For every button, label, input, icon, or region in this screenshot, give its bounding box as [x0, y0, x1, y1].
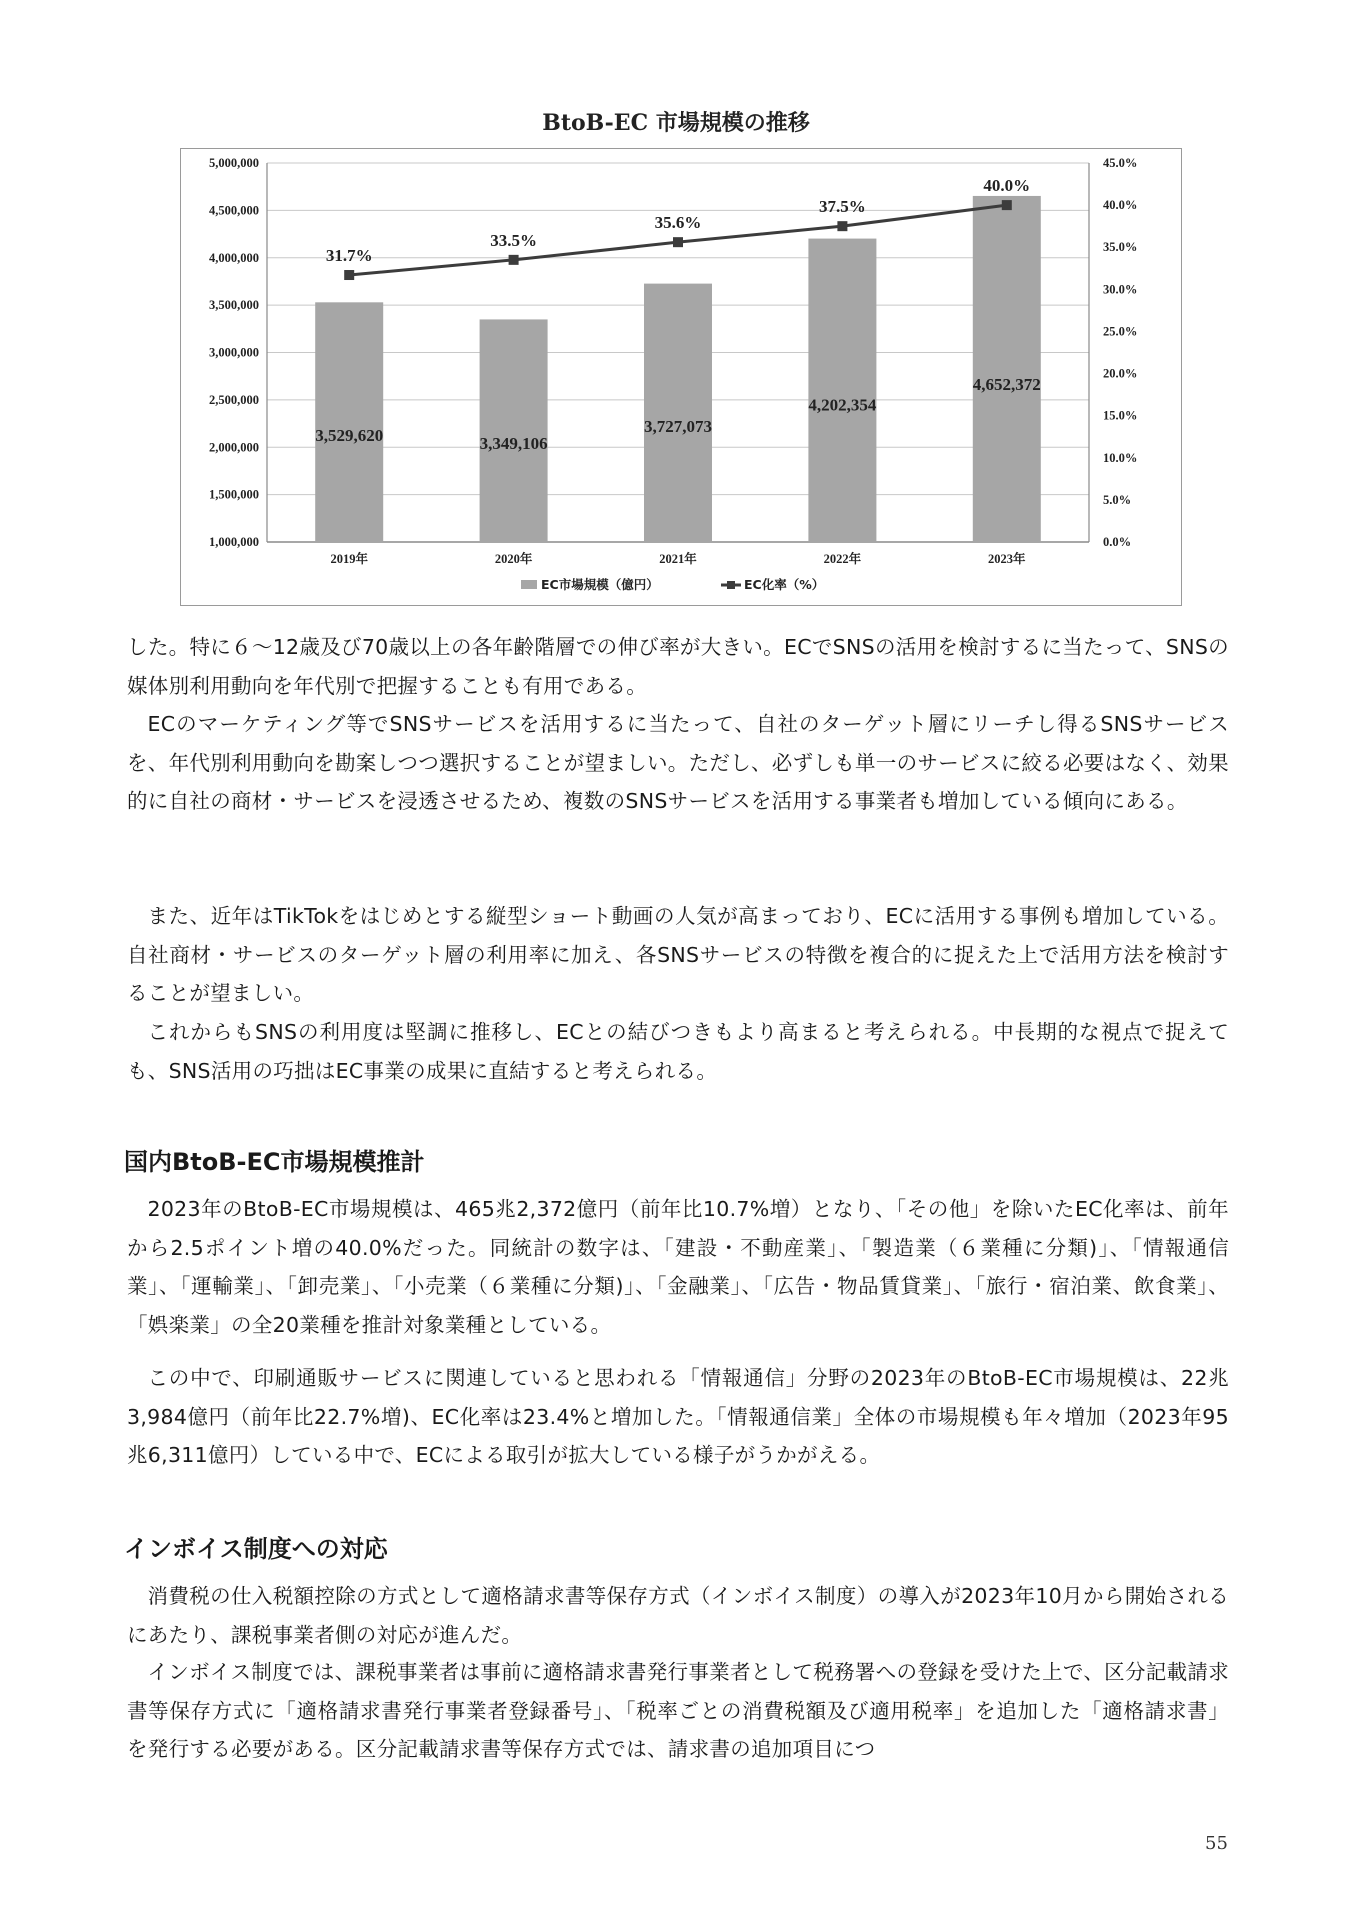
x-tick-label: 2019年: [330, 552, 368, 566]
chart-frame: [180, 148, 1182, 606]
x-tick-label: 2023年: [988, 552, 1026, 566]
y2-tick-label: 0.0%: [1103, 535, 1132, 549]
y2-tick-label: 40.0%: [1103, 198, 1138, 213]
line-data-label: 33.5%: [490, 230, 537, 250]
bar-data-label: 4,202,354: [808, 395, 877, 415]
y2-tick-label: 5.0%: [1103, 492, 1132, 507]
bar: [315, 302, 383, 542]
y-tick-label: 1,000,000: [209, 535, 259, 549]
legend-line-marker: [727, 581, 735, 589]
page-number: 55: [1205, 1833, 1228, 1854]
section-heading: 国内BtoB-EC市場規模推計: [124, 1148, 425, 1176]
section-heading: インボイス制度への対応: [124, 1535, 388, 1563]
line-data-label: 40.0%: [983, 176, 1031, 196]
y2-tick-label: 20.0%: [1103, 366, 1138, 381]
legend-label: EC市場規模（億円）: [541, 577, 659, 592]
y-tick-label: 4,500,000: [209, 203, 259, 218]
body-paragraph: インボイス制度では、課税事業者は事前に適格請求書発行事業者として税務署への登録を受けた上で、区分記載請求書等保存方式に「適格請求書発行事業者登録番号」、「税率ごとの消費税額及び適用税率」を追加した「適格請求書」を発行する必要がある。区分記載請求書等保存方式では、請求書の追加項目につ: [127, 1660, 1229, 1762]
x-tick-label: 2022年: [823, 552, 862, 566]
y2-tick-label: 10.0%: [1103, 450, 1138, 465]
bar: [808, 239, 876, 542]
x-tick-label: 2021年: [659, 552, 697, 566]
line-point: [1002, 200, 1012, 210]
y-tick-label: 3,500,000: [209, 298, 259, 313]
y-tick-label: 2,500,000: [209, 392, 259, 407]
y-tick-label: 5,000,000: [209, 156, 259, 170]
body-paragraph: 消費税の仕入税額控除の方式として適格請求書等保存方式（インボイス制度）の導入が2023年10月から開始されるにあたり、課税事業者側の対応が進んだ。: [127, 1584, 1229, 1647]
combo-chart: [181, 149, 1181, 605]
bar: [480, 319, 548, 542]
bar-data-label: 3,727,073: [644, 416, 712, 436]
bar: [973, 196, 1041, 542]
y-tick-label: 2,000,000: [209, 440, 259, 455]
bar-data-label: 3,349,106: [479, 434, 548, 454]
line-data-label: 37.5%: [819, 197, 866, 217]
y2-tick-label: 30.0%: [1103, 282, 1138, 297]
line-point: [837, 221, 847, 231]
legend-label: EC化率（%）: [744, 577, 825, 592]
bar-data-label: 3,529,620: [315, 425, 384, 445]
y2-tick-label: 35.0%: [1103, 240, 1138, 255]
line-point: [344, 270, 354, 280]
line-data-label: 31.7%: [325, 246, 373, 266]
body-paragraph: また、近年はTikTokをはじめとする縦型ショート動画の人気が高まっており、ECに活用する事例も増加している。自社商材・サービスのターゲット層の利用率に加え、各SNSサービスの特徴を複合的に捉えた上で活用方法を検討することが望ましい。: [127, 904, 1229, 1006]
legend-bar-swatch: [521, 580, 537, 589]
y-tick-label: 4,000,000: [209, 250, 259, 265]
body-paragraph: この中で、印刷通販サービスに関連していると思われる「情報通信」分野の2023年のBtoB-EC市場規模は、22兆3,984億円（前年比22.7%増)、EC化率は23.4%と増加した。「情報通信業」全体の市場規模も年々増加（2023年95兆6,311億円）している中で、ECによる取引が拡大している様子がうかがえる。: [127, 1366, 1229, 1468]
chart-title: BtoB-EC 市場規模の推移: [542, 110, 810, 136]
y2-tick-label: 45.0%: [1103, 156, 1138, 170]
body-paragraph: これからもSNSの利用度は堅調に推移し、ECとの結びつきもより高まると考えられる。中長期的な視点で捉えても、SNS活用の巧拙はEC事業の成果に直結すると考えられる。: [127, 1020, 1229, 1083]
y2-tick-label: 15.0%: [1103, 408, 1138, 423]
body-paragraph: 2023年のBtoB-EC市場規模は、465兆2,372億円（前年比10.7%増）となり、「その他」を除いたEC化率は、前年から2.5ポイント増の40.0%だった。同統計の数字は、「建設・不動産業」、「製造業（６業種に分類)」、「情報通信業」、「運輸業」、「卸売業」、「小売業（６業種に分類)」、「金融業」、「広告・物品賃貸業」、「旅行・宿泊業、飲食業」、「娯楽業」の全20業種を推計対象業種としている。: [127, 1197, 1229, 1337]
y-tick-label: 3,000,000: [209, 345, 259, 360]
y-tick-label: 1,500,000: [209, 487, 259, 502]
bar: [644, 284, 712, 542]
x-tick-label: 2020年: [494, 552, 533, 566]
line-point: [673, 237, 683, 247]
bar-data-label: 4,652,372: [972, 374, 1041, 394]
line-point: [509, 255, 519, 265]
body-paragraph: した。特に６～12歳及び70歳以上の各年齢階層での伸び率が大きい。ECでSNSの活用を検討するに当たって、SNSの媒体別利用動向を年代別で把握することも有用である。: [127, 635, 1229, 698]
y2-tick-label: 25.0%: [1103, 324, 1138, 339]
line-data-label: 35.6%: [654, 213, 702, 233]
body-paragraph: ECのマーケティング等でSNSサービスを活用するに当たって、自社のターゲット層にリーチし得るSNSサービスを、年代別利用動向を勘案しつつ選択することが望ましい。ただし、必ずしも単一のサービスに絞る必要はなく、効果的に自社の商材・サービスを浸透させるため、複数のSNSサービスを活用する事業者も増加している傾向にある。: [127, 712, 1229, 814]
